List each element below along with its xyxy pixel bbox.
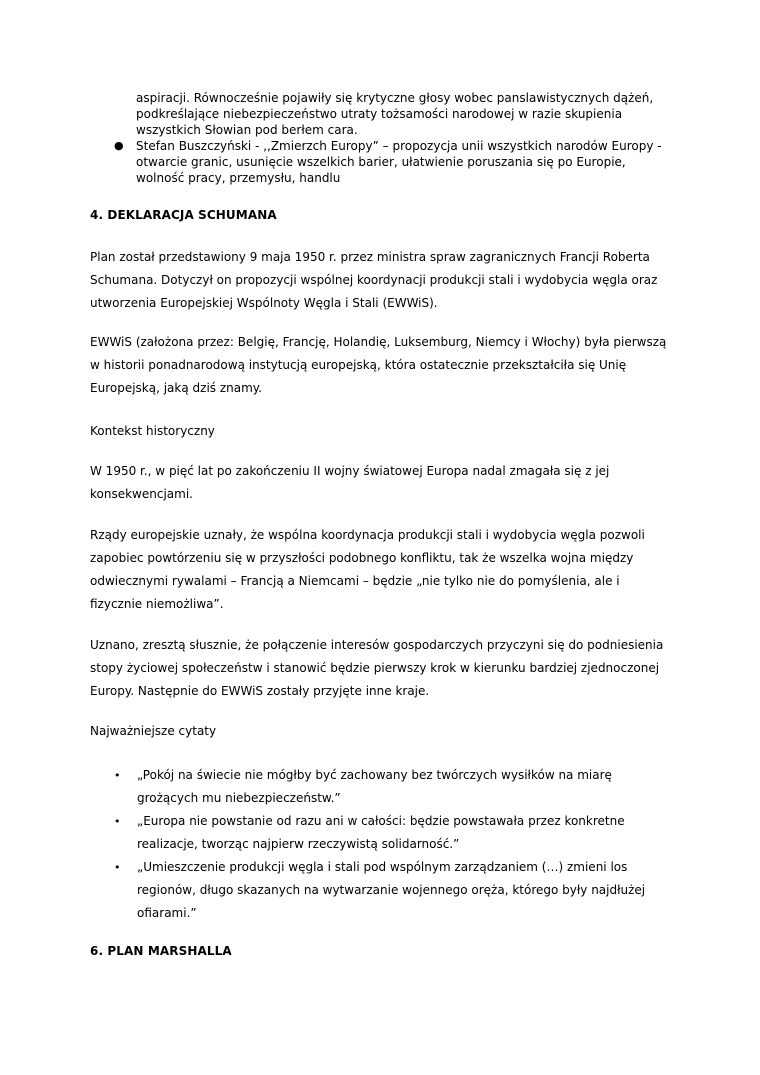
quotes-list bbox=[114, 764, 674, 925]
paragraph-governments: Rządy europejskie uznały, że wspólna koordynacja produkcji stali i wydobycia węgla pozwoli zapobiec powtórzeniu się w przyszłości podobnego konfliktu, tak że wszelka wojna między odwiecznymi rywalami – Francją a Niemcami – będzie „nie tylko nie do pomyślenia, ale i fizycznie niemożliwa”. bbox=[90, 528, 645, 611]
bullet-icon: ● bbox=[114, 139, 124, 152]
paragraph-1950: W 1950 r., w pięć lat po zakończeniu II wojny światowej Europa nadal zmagała się z jej konsekwencjami. bbox=[90, 464, 610, 501]
paragraph-economy: Uznano, zresztą słusznie, że połączenie interesów gospodarczych przyczyni się do podniesienia stopy życiowej społeczeństw i stanowić będzie pierwszy krok w kierunku bardziej zjednoczonej Europy. Następnie do EWWiS zostały przyjęte inne kraje. bbox=[90, 638, 664, 698]
list-item bbox=[114, 90, 674, 138]
quote-item bbox=[114, 764, 674, 810]
paragraph-ewwis: EWWiS (założona przez: Belgię, Francję, Holandię, Luksemburg, Niemcy i Włochy) była pierwszą w historii ponadnarodową instytucją europejską, która ostatecznie przekształciła się Unię Europejską, jaką dziś znamy. bbox=[90, 335, 667, 395]
section-heading-schuman: 4. DEKLARACJA SCHUMANA bbox=[90, 208, 277, 222]
bullet-icon: • bbox=[114, 769, 121, 782]
section-heading-marshall: 6. PLAN MARSHALLA bbox=[90, 944, 232, 958]
quote-text: „Pokój na świecie nie mógłby być zachowany bez twórczych wysiłków na miarę grożących mu niebezpieczeństw.” bbox=[137, 768, 612, 805]
context-label: Kontekst historyczny bbox=[90, 424, 215, 438]
list-item-text: Stefan Buszczyński - ,,Zmierzch Europy” – propozycja unii wszystkich narodów Europy - otwarcie granic, usunięcie wszelkich barier, ułatwienie poruszania się po Europie, wolność pracy, przemysłu, handlu bbox=[136, 139, 662, 185]
quote-item bbox=[114, 856, 674, 925]
quote-text: „Umieszczenie produkcji węgla i stali pod wspólnym zarządzaniem (…) zmieni los regionów, długo skazanych na wytwarzanie wojennego oręża, którego były najdłużej ofiarami.” bbox=[137, 860, 646, 920]
paragraph-plan: Plan został przedstawiony 9 maja 1950 r. przez ministra spraw zagranicznych Francji Roberta Schumana. Dotyczył on propozycji wspólnej koordynacji produkcji stali i wydobycia węgla oraz utworzenia Europejskiej Wspólnoty Węgla i Stali (EWWiS). bbox=[90, 250, 658, 310]
bullet-icon: • bbox=[114, 815, 121, 828]
list-item bbox=[114, 138, 674, 186]
bullet-icon: • bbox=[114, 861, 121, 874]
quote-item bbox=[114, 810, 674, 856]
list-item-text: aspiracji. Równocześnie pojawiły się krytyczne głosy wobec panslawistycznych dążeń, podkreślające niebezpieczeństwo utraty tożsamości narodowej w razie skupienia wszystkich Słowian pod berłem cara. bbox=[136, 91, 654, 137]
top-bullet-list bbox=[114, 90, 674, 186]
quotes-label: Najważniejsze cytaty bbox=[90, 724, 217, 738]
quote-text: „Europa nie powstanie od razu ani w całości: będzie powstawała przez konkretne realizacje, tworząc najpierw rzeczywistą solidarność.” bbox=[137, 814, 625, 851]
